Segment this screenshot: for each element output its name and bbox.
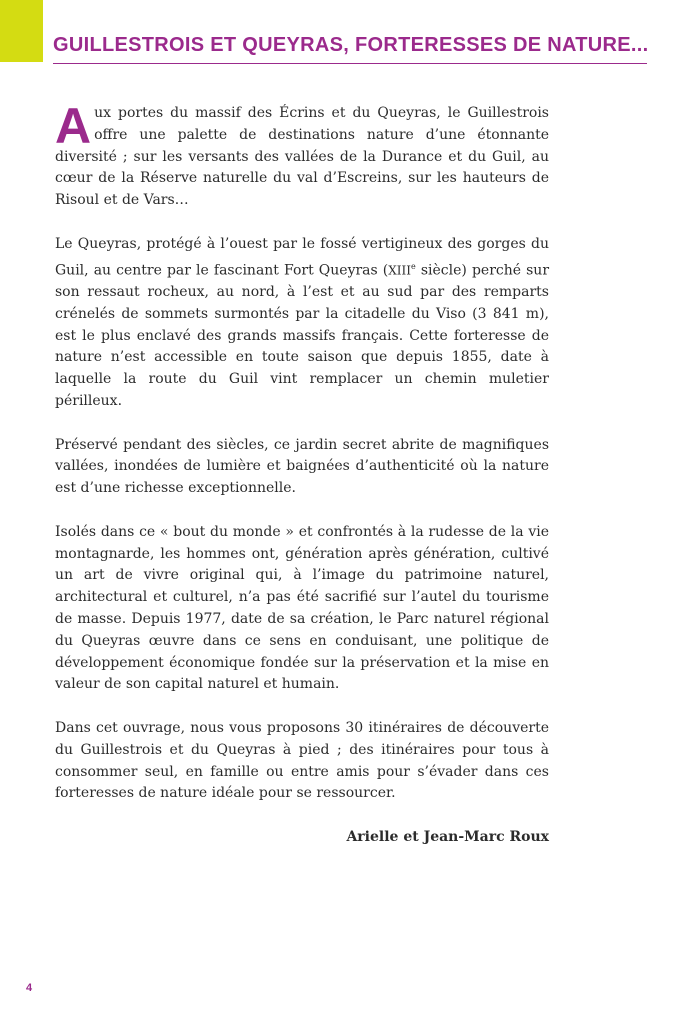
paragraph-intro [55,98,549,212]
page-title: GUILLESTROIS ET QUEYRAS, FORTERESSES DE NATURE... [53,34,649,56]
author-signature: Arielle et Jean-Marc Roux [346,828,549,845]
page-number: 4 [26,982,33,994]
paragraph-heritage: Isolés dans ce « bout du monde » et confrontés à la rudesse de la vie montagnarde, les hommes ont, génération après génération, cultivé un art de vivre original qui, à l’image du patrimoine naturel, architectural et culturel, n’a pas été sacrifié sur l’autel du tourisme de masse. Depuis 1977, date de sa création, le Parc naturel régional du Queyras œuvre dans ce sens en conduisant, une politique de développement économique fondée sur la préservation et la mise en valeur de son capital naturel et humain. [55,523,549,693]
century-superscript: e [411,261,416,271]
header-accent-block [0,0,43,62]
paragraph-queyras-text-start: Le Queyras, protégé à l’ouest par le fossé vertigineux des gorges du Guil, au centre par le fascinant Fort Queyras ( [55,235,549,279]
paragraph-itineraries: Dans cet ouvrage, nous vous proposons 30 itinéraires de découverte du Guillestrois et du Queyras à pied ; des itinéraires pour tous à consommer seul, en famille ou entre amis pour s’évader dans ces forteresses de nature idéale pour se ressourcer. [55,719,549,802]
paragraph-intro-text: ux portes du massif des Écrins et du Queyras, le Guillestrois offre une palette de destinations nature d’une étonnante diversité ; sur les versants des vallées de la Durance et du Guil, au cœur de la Réserve naturelle du val d’Escreins, sur les hauteurs de Risoul et de Vars… [55,105,549,209]
paragraph-queyras [55,234,549,413]
paragraph-valleys: Préservé pendant des siècles, ce jardin secret abrite de magnifiques vallées, inondées de lumière et baignées d’authenticité où la nature est d’une richesse exceptionnelle. [55,436,549,497]
paragraph-queyras-text-end: siècle) perché sur son ressaut rocheux, au nord, à l’est et au sud par des remparts crénelés de sommets surmontés par la citadelle du Viso (3 841 m), est le plus enclavé des grands massifs français. Cette forteresse de nature n’est accessible en toute saison que depuis 1855, date à laquelle la route du Guil vint remplacer un chemin muletier périlleux. [55,262,550,410]
century-numeral: XIII [388,263,412,278]
article-body [55,98,550,871]
drop-cap: A [55,98,92,154]
title-divider [53,63,647,64]
